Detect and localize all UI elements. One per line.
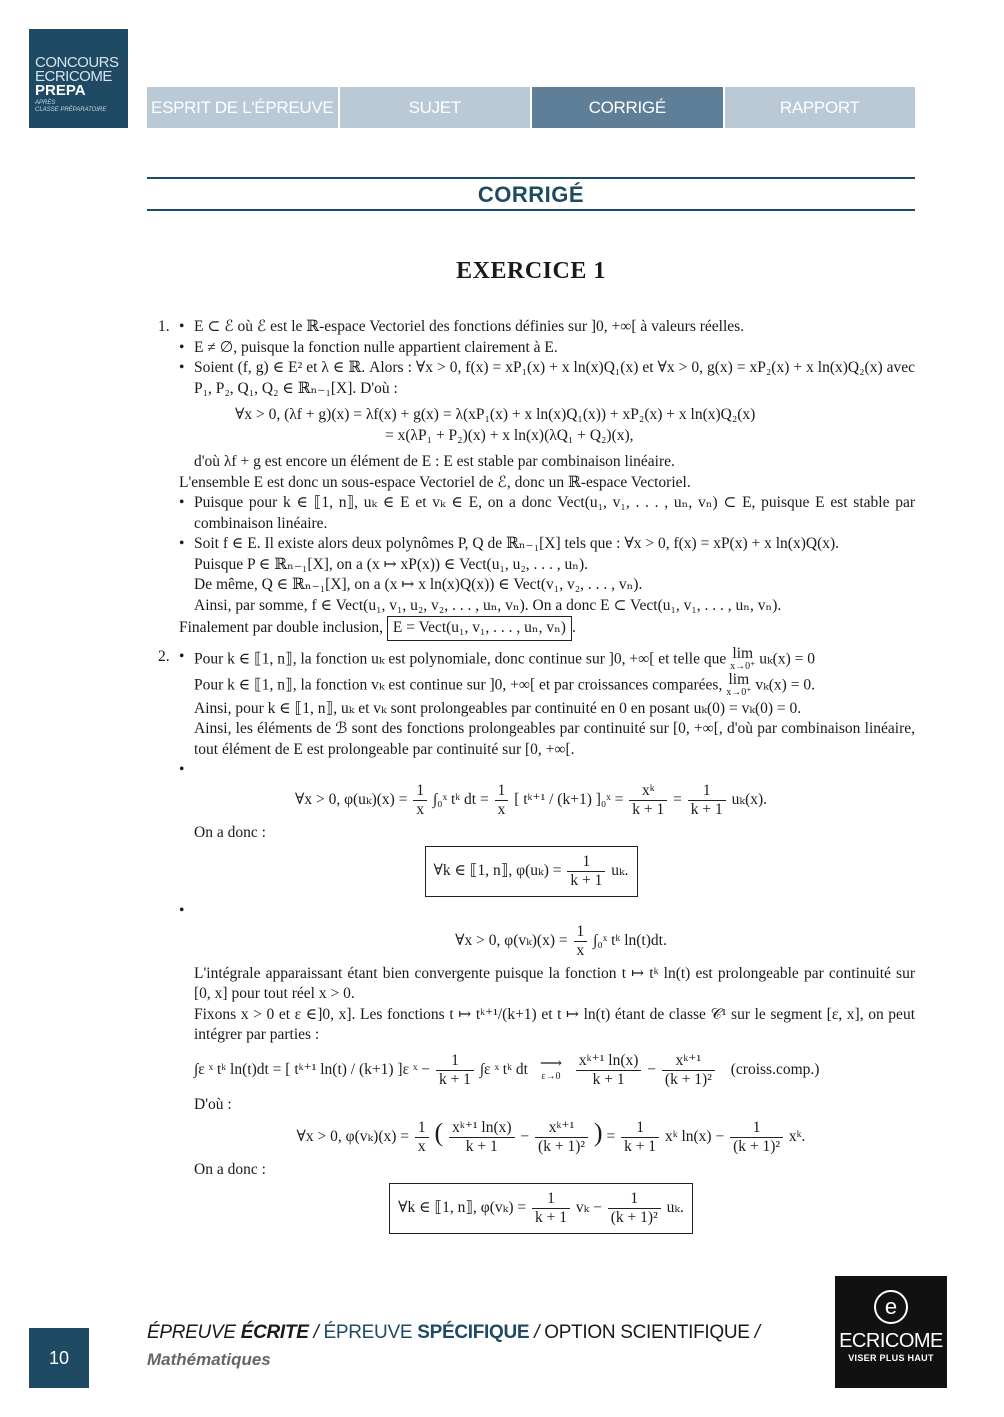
frac-num: 1 bbox=[621, 1119, 659, 1138]
logo-line-apres: APRÈS bbox=[35, 100, 56, 106]
frac-num: xᵏ bbox=[629, 782, 667, 801]
frac-den: k + 1 bbox=[624, 1138, 657, 1155]
frac-num: xᵏ⁺¹ bbox=[535, 1119, 588, 1138]
paragraph: L'intégrale apparaissant étant bien convergente puisque la fonction t ↦ tᵏ ln(t) est prolongeable par continuité sur [0, x] pour tout réel x > 0. bbox=[194, 964, 915, 1002]
formula-part: − bbox=[647, 1060, 657, 1078]
logo-line-ecricome: ECRICOME bbox=[35, 68, 112, 85]
list-item bbox=[147, 358, 915, 399]
bullet-icon: • bbox=[179, 901, 185, 919]
bullet-icon: • bbox=[179, 535, 185, 552]
list-item bbox=[147, 493, 915, 534]
tab-esprit[interactable]: ESPRIT DE L'ÉPREUVE bbox=[147, 87, 338, 128]
footer-exam-type bbox=[147, 1322, 760, 1344]
paragraph: Ainsi, pour k ∈ ⟦1, n⟧, uₖ et vₖ sont prolongeables par continuité en 0 en posant uₖ(0) = vₖ(0) = 0. bbox=[194, 699, 802, 717]
fraction bbox=[621, 1119, 659, 1156]
formula-part: ∀x > 0, φ(vₖ)(x) = bbox=[296, 1128, 410, 1146]
frac-den: k + 1 bbox=[690, 801, 723, 818]
formula-phi-u bbox=[147, 782, 915, 819]
footer-part: ÉPREUVE bbox=[323, 1322, 413, 1343]
paragraph: Soit f ∈ E. Il existe alors deux polynômes P, Q de ℝₙ₋₁[X] tels que : ∀x > 0, f(x) = xP(x) + x ln(x)Q(x). bbox=[194, 535, 840, 552]
bullet-icon: • bbox=[179, 761, 185, 778]
formula-ipp bbox=[147, 1052, 915, 1089]
frac-num: xᵏ⁺¹ ln(x) bbox=[449, 1119, 514, 1138]
frac-den: k + 1 bbox=[570, 871, 603, 889]
fraction bbox=[495, 782, 509, 819]
list-item bbox=[147, 901, 915, 919]
paren-close: ) bbox=[593, 1118, 603, 1148]
paragraph: De même, Q ∈ ℝₙ₋₁[X], on a (x ↦ x ln(x)Q(x)) ∈ Vect(v₁, v₂, . . . , vₙ). bbox=[194, 576, 643, 593]
boxed-result-v bbox=[147, 1183, 915, 1234]
frac-den: k + 1 bbox=[592, 1070, 625, 1088]
fraction bbox=[608, 1190, 661, 1227]
formula-line: ∀x > 0, (λf + g)(x) = λf(x) + g(x) = λ(xP₁(x) + x ln(x)Q₁(x)) + xP₂(x) + x ln(x)Q₂(x) bbox=[235, 406, 756, 423]
frac-num: 1 bbox=[532, 1190, 570, 1209]
paren-open: ( bbox=[434, 1118, 444, 1148]
formula-block bbox=[147, 405, 915, 446]
paragraph: Fixons x > 0 et ε ∈]0, x]. Les fonctions t ↦ tᵏ⁺¹/(k+1) et t ↦ ln(t) étant de classe 𝒞¹ sur le segment [ε, x], on peut intégrer par parties : bbox=[194, 1005, 915, 1043]
formula-part: − bbox=[520, 1128, 530, 1146]
fraction bbox=[415, 1119, 429, 1156]
boxed-result bbox=[425, 846, 638, 897]
formula-part: ∀x > 0, φ(vₖ)(x) = bbox=[455, 931, 568, 949]
paragraph: L'ensemble E est donc un sous-espace Vectoriel de ℰ, donc un ℝ-espace Vectoriel. bbox=[179, 473, 691, 491]
boxed-result bbox=[389, 1183, 693, 1234]
fraction bbox=[567, 853, 605, 890]
footer-sep: / bbox=[749, 1322, 760, 1343]
paragraph: Puisque P ∈ ℝₙ₋₁[X], on a (x ↦ xP(x)) ∈ Vect(u₁, u₂, . . . , uₙ). bbox=[194, 555, 589, 573]
frac-den: (k + 1)² bbox=[664, 1070, 712, 1088]
frac-num: 1 bbox=[415, 1119, 429, 1138]
limit-operator bbox=[730, 644, 756, 673]
question-number: 2. bbox=[158, 647, 170, 665]
boxed-result: E = Vect(u₁, v₁, . . . , uₙ, vₙ) bbox=[387, 616, 572, 641]
formula-part: ∫₀ˣ tᵏ ln(t)dt. bbox=[593, 931, 667, 949]
paragraph-end: uₖ(x) = 0 bbox=[759, 650, 815, 668]
frac-num: 1 bbox=[688, 782, 726, 801]
document-body bbox=[147, 317, 915, 1234]
concours-logo bbox=[29, 29, 128, 128]
formula-part: uₖ(x). bbox=[731, 791, 768, 809]
bullet-icon: • bbox=[179, 359, 185, 376]
tab-corrige[interactable]: CORRIGÉ bbox=[532, 87, 723, 128]
formula-part: uₖ. bbox=[611, 861, 629, 879]
formula-part: = bbox=[606, 1128, 616, 1146]
paragraph: On a donc : bbox=[194, 824, 266, 841]
list-item bbox=[147, 534, 915, 555]
page-number: 10 bbox=[29, 1328, 89, 1388]
paragraph: D'où : bbox=[194, 1095, 232, 1113]
section-title: CORRIGÉ bbox=[147, 177, 915, 211]
fraction bbox=[535, 1119, 588, 1156]
logo-line-prepa: PREPA bbox=[35, 82, 86, 99]
ecricome-logo bbox=[835, 1276, 947, 1388]
footer-sep: / bbox=[308, 1322, 324, 1343]
bullet-icon: • bbox=[179, 647, 185, 665]
frac-den: k + 1 bbox=[534, 1208, 567, 1226]
paragraph: Ainsi, par somme, f ∈ Vect(u₁, v₁, u₂, v₂, . . . , uₙ, vₙ). On a donc E ⊂ Vect(u₁, v₁, . . . , uₙ, vₙ). bbox=[194, 596, 782, 614]
formula-part: vₖ − bbox=[575, 1198, 602, 1216]
fraction bbox=[629, 782, 667, 819]
lim-sub: x→0⁺ bbox=[726, 686, 752, 698]
formula-part: ∀x > 0, φ(uₖ)(x) = bbox=[294, 791, 408, 809]
paragraph: Pour k ∈ ⟦1, n⟧, la fonction uₖ est polynomiale, donc continue sur ]0, +∞[ et telle que bbox=[194, 650, 727, 668]
frac-den: x bbox=[417, 1138, 426, 1155]
formula-phi-v bbox=[147, 923, 915, 960]
formula-part: xᵏ ln(x) − bbox=[664, 1128, 725, 1146]
footer-part: ÉPREUVE bbox=[147, 1322, 236, 1343]
paragraph: Soient (f, g) ∈ E² et λ ∈ ℝ. Alors : ∀x > 0, f(x) = xP₁(x) + x ln(x)Q₁(x) et ∀x > 0, g(x) = xP₂(x) + x ln(x)Q₂(x) avec P₁, P₂, Q₁, Q₂ ∈ ℝₙ₋₁[X]. D'où : bbox=[194, 359, 915, 397]
question-number: 1. bbox=[158, 318, 170, 335]
fraction bbox=[688, 782, 726, 819]
section-tabs bbox=[147, 87, 915, 128]
lim-sub: x→0⁺ bbox=[730, 660, 756, 672]
fraction bbox=[576, 1052, 641, 1089]
frac-den: (k + 1)² bbox=[733, 1138, 781, 1155]
bullet-icon: • bbox=[179, 494, 185, 511]
footer-part: ÉCRITE bbox=[240, 1322, 309, 1343]
formula-part: = bbox=[673, 791, 682, 809]
formula-part: ∫₀ˣ tᵏ dt = bbox=[432, 791, 489, 809]
arrow-icon: ⟶ bbox=[539, 1055, 563, 1072]
tab-sujet[interactable]: SUJET bbox=[340, 87, 531, 128]
paragraph: E ≠ ∅, puisque la fonction nulle appartient clairement à E. bbox=[194, 338, 558, 356]
footer-subject: Mathématiques bbox=[147, 1350, 271, 1369]
paragraph: E ⊂ ℰ où ℰ est le ℝ-espace Vectoriel des fonctions définies sur ]0, +∞[ à valeurs réelles. bbox=[194, 318, 745, 335]
footer-part: SPÉCIFIQUE bbox=[417, 1322, 530, 1343]
paragraph: On a donc : bbox=[194, 1161, 266, 1178]
fraction bbox=[436, 1052, 474, 1089]
question-2 bbox=[147, 644, 915, 1234]
exercise-title: EXERCICE 1 bbox=[456, 258, 606, 284]
list-item bbox=[147, 644, 915, 673]
fraction bbox=[574, 923, 588, 960]
frac-num: 1 bbox=[730, 1119, 783, 1138]
paragraph: Ainsi, les éléments de ℬ sont des fonctions prolongeables par continuité sur [0, +∞[, d'où par combinaison linéaire, tout élément de E est prolongeable par continuité sur [0, +∞[. bbox=[194, 720, 915, 758]
frac-den: k + 1 bbox=[632, 801, 665, 818]
formula-part: uₖ. bbox=[666, 1198, 684, 1216]
fraction bbox=[413, 782, 427, 819]
boxed-result-u bbox=[147, 846, 915, 897]
frac-num: xᵏ⁺¹ ln(x) bbox=[576, 1052, 641, 1071]
fraction bbox=[730, 1119, 783, 1156]
paragraph: Pour k ∈ ⟦1, n⟧, la fonction vₖ est continue sur ]0, +∞[ et par croissances comparées, bbox=[194, 676, 723, 694]
frac-num: xᵏ⁺¹ bbox=[662, 1052, 715, 1071]
logo-line-classe: CLASSE PRÉPARATOIRE bbox=[35, 107, 107, 113]
footer-sep: / bbox=[529, 1322, 545, 1343]
question-1 bbox=[147, 317, 915, 641]
frac-den: (k + 1)² bbox=[610, 1208, 658, 1226]
frac-num: 1 bbox=[608, 1190, 661, 1209]
logo-line-concours: CONCOURS bbox=[35, 54, 119, 71]
formula-phi-v-result bbox=[147, 1119, 915, 1156]
formula-line: = x(λP₁ + P₂)(x) + x ln(x)(λQ₁ + Q₂)(x), bbox=[385, 426, 634, 444]
list-item bbox=[147, 317, 915, 338]
brand-name: ECRICOME bbox=[839, 1330, 943, 1352]
bullet-icon: • bbox=[179, 338, 185, 356]
footer-part: OPTION SCIENTIFIQUE bbox=[544, 1322, 750, 1343]
list-item bbox=[147, 760, 915, 780]
fraction bbox=[449, 1119, 514, 1156]
frac-num: 1 bbox=[574, 923, 588, 942]
frac-num: 1 bbox=[436, 1052, 474, 1071]
frac-den: x bbox=[497, 801, 506, 818]
conclusion-prefix: Finalement par double inclusion, bbox=[179, 619, 384, 636]
formula-part: ∀k ∈ ⟦1, n⟧, φ(vₖ) = bbox=[398, 1198, 527, 1216]
lim-text: lim bbox=[732, 644, 754, 662]
frac-num: 1 bbox=[495, 782, 509, 801]
ecricome-e-icon: e bbox=[874, 1290, 908, 1324]
bullet-icon: • bbox=[179, 318, 185, 335]
frac-den: x bbox=[576, 941, 585, 959]
arrow-sub: ε→0 bbox=[541, 1071, 561, 1082]
lim-text: lim bbox=[728, 670, 750, 688]
limit-operator bbox=[726, 670, 752, 699]
list-item bbox=[147, 338, 915, 359]
formula-part: ∫ε ˣ tᵏ ln(t)dt = [ tᵏ⁺¹ ln(t) / (k+1) ]ε ˣ − bbox=[194, 1060, 431, 1078]
conclusion-line bbox=[147, 616, 915, 641]
frac-den: k + 1 bbox=[438, 1070, 471, 1088]
arrow-operator bbox=[540, 1057, 562, 1083]
brand-slogan: VISER PLUS HAUT bbox=[848, 1353, 934, 1363]
tab-rapport[interactable]: RAPPORT bbox=[725, 87, 916, 128]
paragraph: d'où λf + g est encore un élément de E : E est stable par combinaison linéaire. bbox=[194, 453, 675, 470]
paragraph-end: vₖ(x) = 0. bbox=[755, 676, 815, 694]
fraction bbox=[662, 1052, 715, 1089]
frac-den: x bbox=[416, 801, 425, 818]
paragraph: Puisque pour k ∈ ⟦1, n⟧, uₖ ∈ E et vₖ ∈ E, on a donc Vect(u₁, v₁, . . . , uₙ, vₙ) ⊂ E, puisque E est stable par combinaison linéaire. bbox=[194, 494, 915, 532]
frac-num: 1 bbox=[567, 853, 605, 872]
formula-part: xᵏ. bbox=[788, 1128, 806, 1146]
fraction bbox=[532, 1190, 570, 1227]
formula-part: [ tᵏ⁺¹ / (k+1) ]₀ˣ = bbox=[514, 791, 624, 809]
punctuation: . bbox=[571, 619, 576, 636]
paragraph-line bbox=[147, 670, 915, 699]
formula-part: ∫ε ˣ tᵏ dt bbox=[479, 1060, 528, 1078]
frac-den: k + 1 bbox=[465, 1138, 498, 1155]
frac-num: 1 bbox=[413, 782, 427, 801]
frac-den: (k + 1)² bbox=[538, 1138, 586, 1155]
formula-part: ∀k ∈ ⟦1, n⟧, φ(uₖ) = bbox=[433, 861, 562, 879]
formula-note: (croiss.comp.) bbox=[730, 1060, 820, 1078]
